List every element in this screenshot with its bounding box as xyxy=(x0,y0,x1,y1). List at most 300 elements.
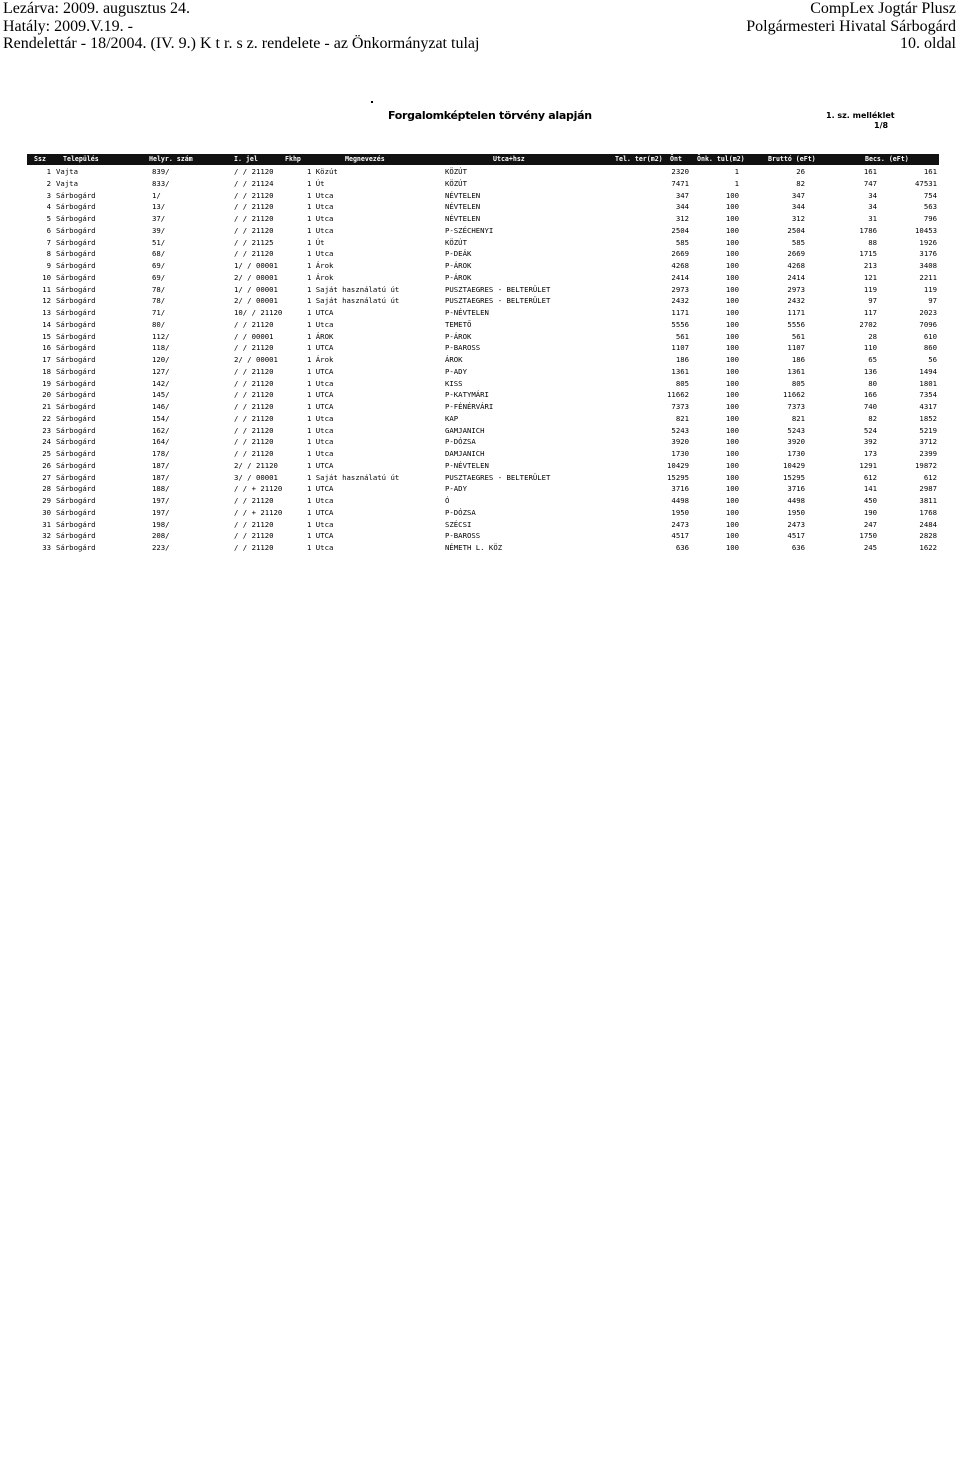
lot-number: 833/ xyxy=(152,178,170,188)
lot-number: 223/ xyxy=(152,543,170,552)
lot-suffix: 1/ / 00001 xyxy=(234,261,278,270)
category: 1 Árok xyxy=(307,272,334,282)
lot-suffix: / / 21120 xyxy=(234,425,274,435)
gross-value: 2702 xyxy=(859,319,877,329)
lot-number: 127/ xyxy=(152,366,170,376)
estimated-value: 56 xyxy=(928,355,937,364)
lot-suffix: / / 21120 xyxy=(234,543,274,552)
row-number: 26 xyxy=(42,460,51,470)
lot-number: 68/ xyxy=(152,249,166,259)
ownership-share: 100 xyxy=(725,296,739,306)
owned-area: 10429 xyxy=(783,460,805,470)
estimated-value: 4317 xyxy=(919,402,937,411)
lot-number: 187/ xyxy=(152,460,170,470)
table-row xyxy=(27,542,939,554)
table-row xyxy=(27,307,939,319)
category: 1 UTCA xyxy=(307,484,334,494)
lot-number: 80/ xyxy=(152,319,166,329)
street: DAMJANICH xyxy=(445,449,485,458)
area: 1950 xyxy=(671,507,689,517)
owned-area: 3920 xyxy=(787,437,805,447)
lot-number: 839/ xyxy=(152,167,170,176)
street: P-KATYMÁRI xyxy=(445,390,489,400)
area: 186 xyxy=(675,355,689,364)
table-row xyxy=(27,413,939,425)
gross-value: 1750 xyxy=(859,531,877,541)
row-number: 11 xyxy=(42,284,51,294)
row-number: 7 xyxy=(46,237,51,247)
settlement: Sárbogárd xyxy=(56,484,96,494)
table-row xyxy=(27,354,939,366)
owned-area: 561 xyxy=(791,331,805,341)
gross-value: 141 xyxy=(863,484,877,494)
property-table xyxy=(27,166,939,554)
street: P-DÓZSA xyxy=(445,437,476,447)
street: SZÉCSI xyxy=(445,519,472,529)
category: 1 Út xyxy=(307,237,325,247)
table-row xyxy=(27,225,939,237)
row-number: 20 xyxy=(42,390,51,400)
table-row xyxy=(27,530,939,542)
category: 1 Utca xyxy=(307,425,334,435)
category: 1 Utca xyxy=(307,496,334,505)
row-number: 13 xyxy=(42,308,51,317)
lot-number: 178/ xyxy=(152,449,170,458)
table-row xyxy=(27,389,939,401)
annex-label xyxy=(826,111,895,131)
street: TEMETŐ xyxy=(445,319,472,329)
lot-number: 69/ xyxy=(152,272,166,282)
category: 1 UTCA xyxy=(307,366,334,376)
row-number: 18 xyxy=(42,366,51,376)
row-number: 25 xyxy=(42,449,51,458)
ownership-share: 100 xyxy=(725,284,739,294)
gross-value: 245 xyxy=(863,543,877,552)
lot-number: 78/ xyxy=(152,296,166,306)
ownership-share: 100 xyxy=(725,449,739,458)
gross-value: 31 xyxy=(868,214,877,223)
table-row xyxy=(27,248,939,260)
settlement: Sárbogárd xyxy=(56,366,96,376)
row-number: 27 xyxy=(42,472,51,482)
area: 7373 xyxy=(671,402,689,411)
settlement: Sárbogárd xyxy=(56,425,96,435)
category: 1 Közút xyxy=(307,167,338,176)
ownership-share: 100 xyxy=(725,202,739,212)
gross-value: 1786 xyxy=(859,225,877,235)
estimated-value: 97 xyxy=(928,296,937,306)
lot-number: 37/ xyxy=(152,214,166,223)
gross-value: 88 xyxy=(868,237,877,247)
settlement: Sárbogárd xyxy=(56,531,96,541)
estimated-value: 2987 xyxy=(919,484,937,494)
lot-suffix: / / 21120 xyxy=(234,343,274,353)
gross-value: 97 xyxy=(868,296,877,306)
table-row xyxy=(27,495,939,507)
ownership-share: 100 xyxy=(725,543,739,552)
gross-value: 117 xyxy=(863,308,877,317)
table-row xyxy=(27,201,939,213)
header-validity: Hatály: 2009.V.19. - xyxy=(3,17,133,35)
street: NÉVTELEN xyxy=(445,202,481,212)
ownership-share: 100 xyxy=(725,237,739,247)
owned-area: 82 xyxy=(796,178,805,188)
row-number: 22 xyxy=(42,413,51,423)
estimated-value: 5219 xyxy=(919,425,937,435)
lot-suffix: / / 00001 xyxy=(234,331,274,341)
category: 1 Utca xyxy=(307,519,334,529)
category: 1 Árok xyxy=(307,261,334,270)
lot-suffix: / / 21120 xyxy=(234,531,274,541)
street: KÖZÚT xyxy=(445,237,467,247)
column-header: Tel. ter(m2) xyxy=(615,155,663,163)
street: P-ÁROK xyxy=(445,272,472,282)
category: 1 Saját használatú út xyxy=(307,284,400,294)
settlement: Sárbogárd xyxy=(56,249,96,259)
area: 805 xyxy=(675,378,689,388)
ownership-share: 100 xyxy=(725,425,739,435)
ownership-share: 100 xyxy=(725,413,739,423)
lot-number: 78/ xyxy=(152,284,166,294)
category: 1 UTCA xyxy=(307,343,334,353)
settlement: Sárbogárd xyxy=(56,543,96,552)
settlement: Sárbogárd xyxy=(56,319,96,329)
document-title: Forgalomképtelen törvény alapján xyxy=(388,109,592,122)
lot-suffix: / / 21120 xyxy=(234,319,274,329)
lot-number: 197/ xyxy=(152,496,170,505)
area: 2414 xyxy=(671,272,689,282)
area: 1171 xyxy=(671,308,689,317)
row-number: 14 xyxy=(42,319,51,329)
table-row xyxy=(27,366,939,378)
street: P-DEÁK xyxy=(445,249,472,259)
owned-area: 2504 xyxy=(787,225,805,235)
category: 1 Árok xyxy=(307,355,334,364)
street: NÉVTELEN xyxy=(445,190,481,200)
gross-value: 190 xyxy=(863,507,877,517)
gross-value: 161 xyxy=(863,167,877,176)
area: 821 xyxy=(675,413,689,423)
street: PUSZTAEGRES - BELTERÜLET xyxy=(445,284,551,294)
owned-area: 4498 xyxy=(787,496,805,505)
owned-area: 3716 xyxy=(787,484,805,494)
column-header: I. jel xyxy=(234,155,258,163)
street: ÁROK xyxy=(445,355,463,364)
column-header: Önk. tul(m2) xyxy=(697,155,745,163)
header-office: Polgármesteri Hivatal Sárbogárd xyxy=(746,17,956,35)
estimated-value: 1852 xyxy=(919,413,937,423)
row-number: 19 xyxy=(42,378,51,388)
running-header-right xyxy=(746,0,956,53)
row-number: 31 xyxy=(42,519,51,529)
area: 2320 xyxy=(671,167,689,176)
estimated-value: 2828 xyxy=(919,531,937,541)
owned-area: 805 xyxy=(791,378,805,388)
estimated-value: 1801 xyxy=(919,378,937,388)
estimated-value: 3811 xyxy=(919,496,937,505)
lot-suffix: / / 21120 xyxy=(234,202,274,212)
ownership-share: 100 xyxy=(725,190,739,200)
street: P-ÁROK xyxy=(445,331,472,341)
owned-area: 1361 xyxy=(787,366,805,376)
ownership-share: 100 xyxy=(725,319,739,329)
estimated-value: 3712 xyxy=(919,437,937,447)
estimated-value: 2484 xyxy=(919,519,937,529)
lot-number: 142/ xyxy=(152,378,170,388)
settlement: Sárbogárd xyxy=(56,190,96,200)
lot-suffix: / / 21120 xyxy=(234,402,274,411)
row-number: 6 xyxy=(46,225,51,235)
settlement: Sárbogárd xyxy=(56,343,96,353)
street: P-ÁROK xyxy=(445,261,472,270)
lot-number: 188/ xyxy=(152,484,170,494)
settlement: Sárbogárd xyxy=(56,519,96,529)
settlement: Sárbogárd xyxy=(56,296,96,306)
settlement: Sárbogárd xyxy=(56,460,96,470)
row-number: 17 xyxy=(42,355,51,364)
category: 1 UTCA xyxy=(307,402,334,411)
header-page-number: 10. oldal xyxy=(900,35,956,52)
lot-number: 187/ xyxy=(152,472,170,482)
owned-area: 11662 xyxy=(783,390,805,400)
owned-area: 1171 xyxy=(787,308,805,317)
lot-number: 1/ xyxy=(152,190,161,200)
lot-suffix: / / 21120 xyxy=(234,190,274,200)
settlement: Sárbogárd xyxy=(56,507,96,517)
column-header: Becs. (eFt) xyxy=(865,155,909,163)
settlement: Sárbogárd xyxy=(56,390,96,400)
settlement: Sárbogárd xyxy=(56,402,96,411)
owned-area: 2669 xyxy=(787,249,805,259)
lot-suffix: / / + 21120 xyxy=(234,484,283,494)
estimated-value: 3176 xyxy=(919,249,937,259)
category: 1 UTCA xyxy=(307,460,334,470)
settlement: Sárbogárd xyxy=(56,272,96,282)
estimated-value: 610 xyxy=(923,331,937,341)
settlement: Sárbogárd xyxy=(56,284,96,294)
lot-number: 145/ xyxy=(152,390,170,400)
street: GAMJANICH xyxy=(445,425,485,435)
area: 2669 xyxy=(671,249,689,259)
estimated-value: 10453 xyxy=(915,225,937,235)
category: 1 Utca xyxy=(307,214,334,223)
estimated-value: 7354 xyxy=(919,390,937,400)
lot-number: 154/ xyxy=(152,413,170,423)
settlement: Sárbogárd xyxy=(56,355,96,364)
category: 1 Saját használatú út xyxy=(307,296,400,306)
owned-area: 347 xyxy=(791,190,805,200)
owned-area: 5243 xyxy=(787,425,805,435)
area: 2504 xyxy=(671,225,689,235)
table-row xyxy=(27,378,939,390)
estimated-value: 7096 xyxy=(919,319,937,329)
category: 1 Utca xyxy=(307,225,334,235)
ownership-share: 100 xyxy=(725,225,739,235)
lot-number: 69/ xyxy=(152,261,166,270)
column-header: Megnevezés xyxy=(345,155,385,163)
table-row xyxy=(27,178,939,190)
gross-value: 166 xyxy=(863,390,877,400)
ownership-share: 100 xyxy=(725,507,739,517)
column-header: Bruttó (eFt) xyxy=(768,155,816,163)
category: 1 UTCA xyxy=(307,507,334,517)
ownership-share: 100 xyxy=(725,484,739,494)
lot-suffix: / / 21120 xyxy=(234,496,274,505)
row-number: 2 xyxy=(46,178,51,188)
settlement: Sárbogárd xyxy=(56,308,96,317)
estimated-value: 612 xyxy=(923,472,937,482)
gross-value: 80 xyxy=(868,378,877,388)
category: 1 Utca xyxy=(307,249,334,259)
lot-number: 39/ xyxy=(152,225,166,235)
settlement: Sárbogárd xyxy=(56,261,96,270)
lot-suffix: / / 21120 xyxy=(234,437,274,447)
ownership-share: 100 xyxy=(725,214,739,223)
owned-area: 585 xyxy=(791,237,805,247)
area: 344 xyxy=(675,202,689,212)
street: P-BAROSS xyxy=(445,531,481,541)
lot-number: 162/ xyxy=(152,425,170,435)
area: 15295 xyxy=(667,472,689,482)
lot-suffix: / / 21120 xyxy=(234,449,274,458)
gross-value: 213 xyxy=(863,261,877,270)
estimated-value: 2211 xyxy=(919,272,937,282)
estimated-value: 1622 xyxy=(919,543,937,552)
ownership-share: 100 xyxy=(725,437,739,447)
owned-area: 1950 xyxy=(787,507,805,517)
gross-value: 524 xyxy=(863,425,877,435)
street: NÉMETH L. KÖZ xyxy=(445,543,503,552)
ownership-share: 100 xyxy=(725,390,739,400)
lot-suffix: / / 21120 xyxy=(234,214,274,223)
table-row xyxy=(27,260,939,272)
category: 1 UTCA xyxy=(307,308,334,317)
settlement: Sárbogárd xyxy=(56,496,96,505)
lot-suffix: / / 21120 xyxy=(234,413,274,423)
column-header: Önt xyxy=(670,155,682,163)
ownership-share: 100 xyxy=(725,519,739,529)
lot-number: 146/ xyxy=(152,402,170,411)
ownership-share: 100 xyxy=(725,496,739,505)
row-number: 1 xyxy=(46,167,51,176)
street: P-NÉVTELEN xyxy=(445,460,489,470)
lot-number: 198/ xyxy=(152,519,170,529)
table-row xyxy=(27,436,939,448)
category: 1 Utca xyxy=(307,437,334,447)
row-number: 3 xyxy=(46,190,51,200)
category: 1 Utca xyxy=(307,378,334,388)
column-header: Település xyxy=(63,155,99,163)
ownership-share: 100 xyxy=(725,531,739,541)
table-row xyxy=(27,272,939,284)
street: P-FÉNÉRVÁRI xyxy=(445,402,494,411)
table-row xyxy=(27,237,939,249)
estimated-value: 1768 xyxy=(919,507,937,517)
row-number: 23 xyxy=(42,425,51,435)
area: 312 xyxy=(675,214,689,223)
table-row xyxy=(27,472,939,484)
ownership-share: 100 xyxy=(725,460,739,470)
area: 347 xyxy=(675,190,689,200)
settlement: Sárbogárd xyxy=(56,413,96,423)
estimated-value: 47531 xyxy=(915,178,937,188)
owned-area: 2473 xyxy=(787,519,805,529)
category: 1 UTCA xyxy=(307,390,334,400)
area: 4268 xyxy=(671,261,689,270)
table-row xyxy=(27,507,939,519)
ownership-share: 100 xyxy=(725,331,739,341)
settlement: Sárbogárd xyxy=(56,437,96,447)
settlement: Sárbogárd xyxy=(56,472,96,482)
scan-speck xyxy=(371,101,373,103)
area: 561 xyxy=(675,331,689,341)
row-number: 32 xyxy=(42,531,51,541)
table-row xyxy=(27,295,939,307)
table-row xyxy=(27,190,939,202)
owned-area: 2432 xyxy=(787,296,805,306)
settlement: Sárbogárd xyxy=(56,214,96,223)
ownership-share: 100 xyxy=(725,249,739,259)
table-row xyxy=(27,401,939,413)
street: Ó xyxy=(445,496,450,505)
gross-value: 28 xyxy=(868,331,877,341)
owned-area: 1730 xyxy=(787,449,805,458)
estimated-value: 754 xyxy=(923,190,937,200)
ownership-share: 100 xyxy=(725,366,739,376)
ownership-share: 100 xyxy=(725,343,739,353)
settlement: Sárbogárd xyxy=(56,225,96,235)
area: 5243 xyxy=(671,425,689,435)
gross-value: 65 xyxy=(868,355,877,364)
lot-suffix: 3/ / 00001 xyxy=(234,472,278,482)
table-row xyxy=(27,331,939,343)
row-number: 9 xyxy=(46,261,51,270)
ownership-share: 100 xyxy=(725,261,739,270)
table-row xyxy=(27,166,939,178)
table-row xyxy=(27,460,939,472)
owned-area: 4517 xyxy=(787,531,805,541)
estimated-value: 119 xyxy=(923,284,937,294)
table-row xyxy=(27,319,939,331)
row-number: 15 xyxy=(42,331,51,341)
category: 1 Utca xyxy=(307,190,334,200)
lot-suffix: 1/ / 00001 xyxy=(234,284,278,294)
area: 585 xyxy=(675,237,689,247)
owned-area: 636 xyxy=(791,543,805,552)
lot-suffix: / / 21120 xyxy=(234,366,274,376)
owned-area: 312 xyxy=(791,214,805,223)
gross-value: 173 xyxy=(863,449,877,458)
ownership-share: 100 xyxy=(725,402,739,411)
area: 3716 xyxy=(671,484,689,494)
running-header-left xyxy=(3,0,479,53)
annex-number: 1. sz. melléklet xyxy=(826,111,895,120)
estimated-value: 19872 xyxy=(915,460,937,470)
settlement: Sárbogárd xyxy=(56,202,96,212)
table-row xyxy=(27,425,939,437)
street: KAP xyxy=(445,413,459,423)
row-number: 21 xyxy=(42,402,51,411)
header-regulation: Rendelettár - 18/2004. (IV. 9.) K t r. s z. rendelete - az Önkormányzat tulaj xyxy=(3,35,480,52)
lot-number: 120/ xyxy=(152,355,170,364)
gross-value: 612 xyxy=(863,472,877,482)
lot-suffix: / / 21124 xyxy=(234,178,274,188)
gross-value: 1291 xyxy=(859,460,877,470)
street: PUSZTAEGRES - BELTERÜLET xyxy=(445,296,551,306)
lot-number: 51/ xyxy=(152,237,166,247)
area: 2973 xyxy=(671,284,689,294)
lot-number: 112/ xyxy=(152,331,170,341)
